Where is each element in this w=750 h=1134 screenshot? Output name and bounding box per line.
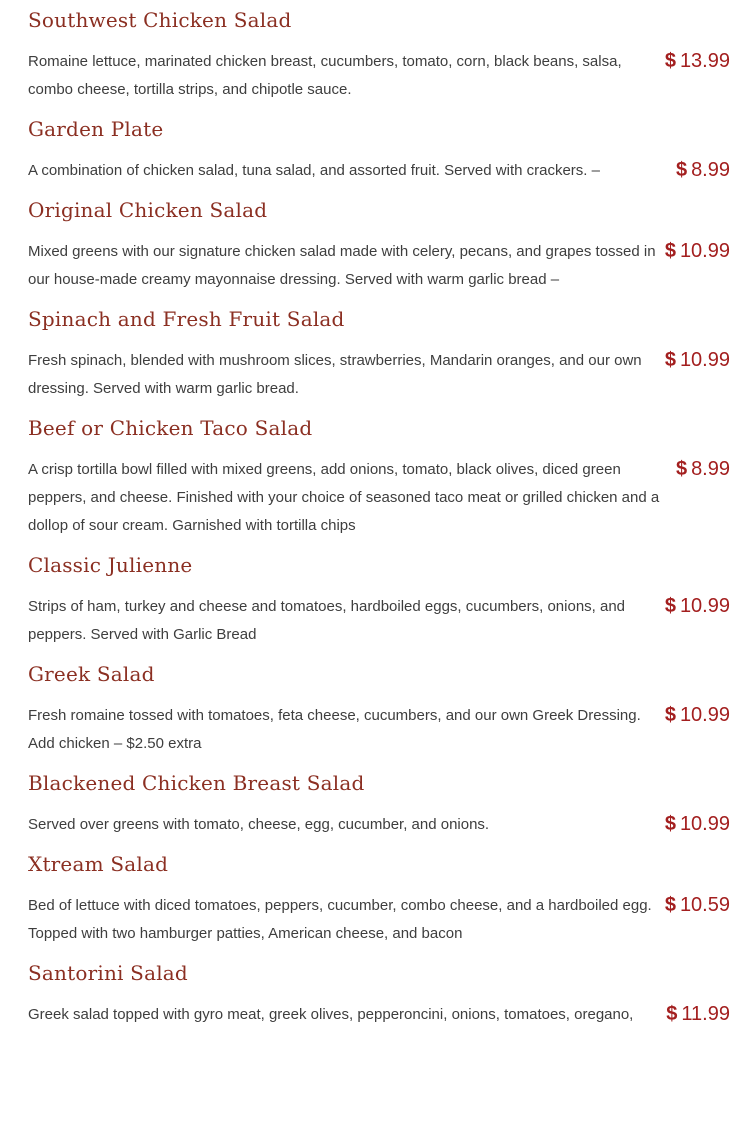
item-row: [28, 894, 730, 948]
item-title: Beef or Chicken Taco Salad: [28, 416, 313, 440]
item-description: Served over greens with tomato, cheese, egg, cucumber, and onions.: [28, 816, 490, 833]
menu-item: [28, 190, 730, 299]
menu-item: [28, 654, 730, 763]
price-value: 8.99: [691, 159, 730, 181]
price-value: 11.99: [681, 1003, 730, 1025]
currency-symbol: $: [675, 458, 688, 480]
menu-item: [28, 844, 730, 953]
price-value: 10.59: [679, 894, 730, 916]
price-value: 10.99: [679, 704, 730, 726]
currency-symbol: $: [664, 704, 676, 726]
item-description: Mixed greens with our signature chicken salad made with celery, pecans, and grapes tossed in our house-made creamy mayonnaise dressing. Served with warm garlic bread –: [28, 243, 656, 288]
item-description: Greek salad topped with gyro meat, greek olives, pepperoncini, onions, tomatoes, oregano,: [28, 1006, 634, 1023]
currency-symbol: $: [664, 240, 676, 262]
item-title: Classic Julienne: [28, 553, 193, 577]
item-title: Original Chicken Salad: [28, 198, 268, 222]
item-description: Romaine lettuce, marinated chicken breast, cucumbers, tomato, corn, black beans, salsa, combo cheese, tortilla strips, and chipotle sauce.: [28, 53, 622, 98]
item-description: Fresh romaine tossed with tomatoes, feta cheese, cucumbers, and our own Greek Dressing. Add chicken – $2.50 extra: [28, 707, 641, 752]
item-title: Santorini Salad: [28, 961, 188, 985]
salad-menu: [28, 0, 730, 1029]
item-row: [28, 458, 730, 540]
item-price: [666, 1002, 730, 1026]
item-price: [665, 703, 730, 727]
item-row: [28, 595, 730, 649]
item-title: Xtream Salad: [28, 852, 169, 876]
price-value: 10.99: [679, 349, 730, 371]
item-price: [665, 239, 730, 263]
price-value: 13.99: [679, 50, 730, 72]
item-price: [665, 812, 730, 836]
price-value: 10.99: [679, 813, 730, 835]
item-row: [28, 240, 730, 294]
item-description: A combination of chicken salad, tuna salad, and assorted fruit. Served with crackers. –: [28, 162, 600, 179]
currency-symbol: $: [666, 1003, 678, 1025]
menu-item: [28, 953, 730, 1029]
item-row: [28, 813, 730, 839]
item-price: [665, 348, 730, 372]
item-price: [665, 49, 730, 73]
item-title: Greek Salad: [28, 662, 155, 686]
item-title: Spinach and Fresh Fruit Salad: [28, 307, 345, 331]
item-title: Blackened Chicken Breast Salad: [28, 771, 365, 795]
item-row: [28, 704, 730, 758]
item-price: [665, 893, 730, 917]
item-price: [676, 457, 730, 481]
menu-item: [28, 408, 730, 545]
menu-item: [28, 299, 730, 408]
currency-symbol: $: [664, 595, 676, 617]
currency-symbol: $: [664, 349, 676, 371]
item-row: [28, 349, 730, 403]
menu-item: [28, 109, 730, 190]
currency-symbol: $: [664, 813, 676, 835]
price-value: 8.99: [691, 458, 730, 480]
price-value: 10.99: [679, 240, 730, 262]
currency-symbol: $: [664, 50, 676, 72]
item-row: [28, 159, 730, 185]
item-price: [665, 594, 730, 618]
menu-item: [28, 545, 730, 654]
item-description: Bed of lettuce with diced tomatoes, peppers, cucumber, combo cheese, and a hardboiled egg. Topped with two hamburger patties, American cheese, and bacon: [28, 897, 652, 942]
price-value: 10.99: [679, 595, 730, 617]
item-title: Southwest Chicken Salad: [28, 8, 292, 32]
menu-item: [28, 0, 730, 109]
currency-symbol: $: [675, 159, 688, 181]
item-row: [28, 50, 730, 104]
item-price: [676, 158, 730, 182]
currency-symbol: $: [664, 894, 676, 916]
item-description: A crisp tortilla bowl filled with mixed greens, add onions, tomato, black olives, diced green peppers, and cheese. Finished with your choice of seasoned taco meat or grilled chicken and a dollop of sour cream. Garnished with tortilla chips: [28, 461, 660, 534]
item-title: Garden Plate: [28, 117, 164, 141]
item-row: [28, 1003, 730, 1029]
item-description: Strips of ham, turkey and cheese and tomatoes, hardboiled eggs, cucumbers, onions, and peppers. Served with Garlic Bread: [28, 598, 626, 643]
item-description: Fresh spinach, blended with mushroom slices, strawberries, Mandarin oranges, and our own dressing. Served with warm garlic bread.: [28, 352, 642, 397]
menu-item: [28, 763, 730, 844]
